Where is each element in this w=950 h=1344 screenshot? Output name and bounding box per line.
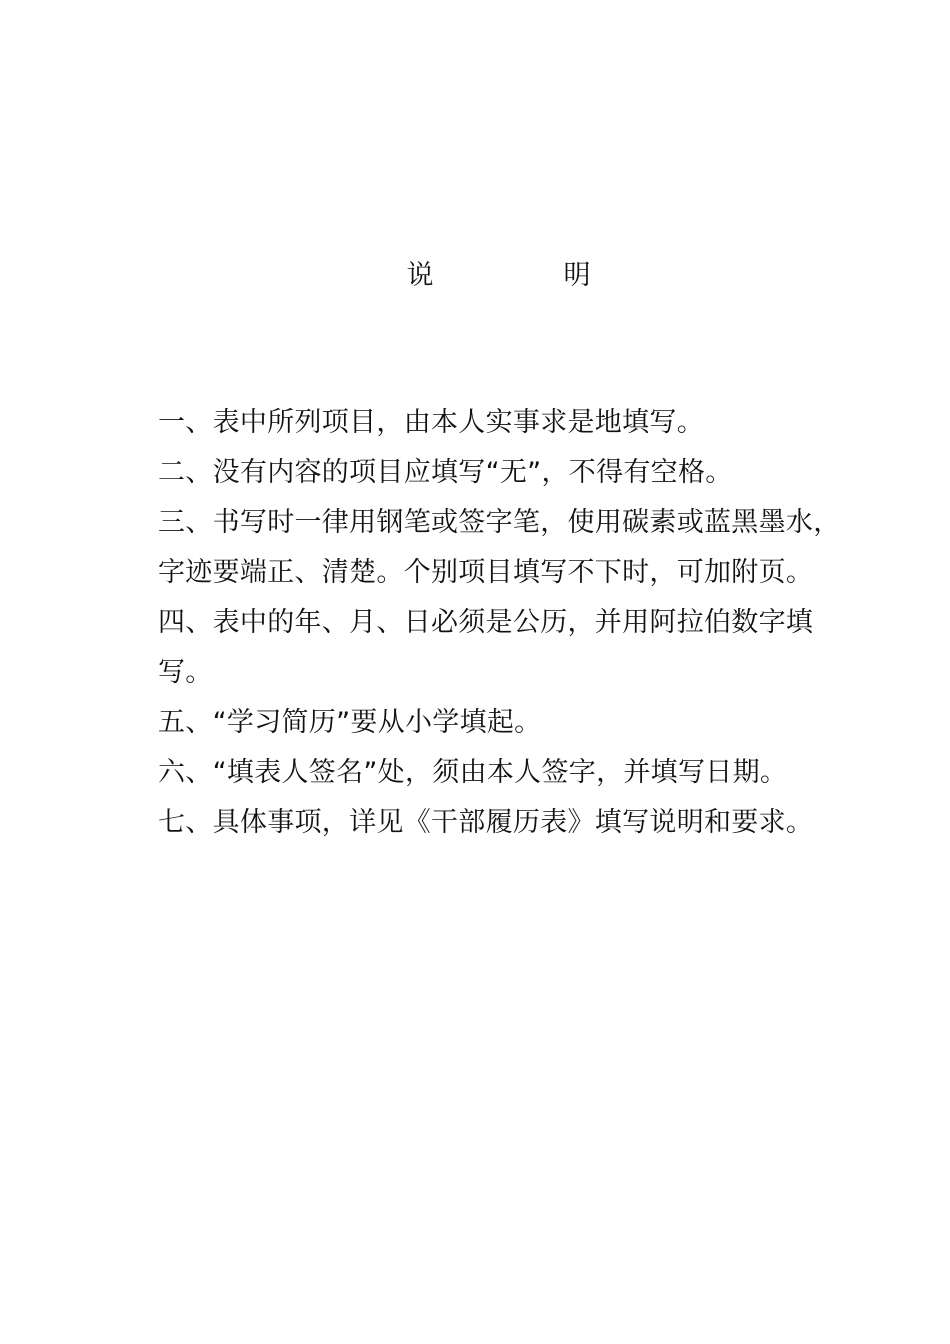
instruction-line-6: 六、“填表人签名”处，须由本人签字，并填写日期。	[158, 757, 788, 788]
instructions-body	[158, 398, 858, 848]
instruction-line-1: 一、表中所列项目，由本人实事求是地填写。	[158, 407, 704, 438]
page-title	[0, 254, 950, 298]
instruction-line-7: 七、具体事项，详见《干部履历表》填写说明和要求。	[158, 807, 814, 838]
instruction-line-5: 五、“学习简历”要从小学填起。	[158, 707, 542, 738]
instruction-line-3: 三、书写时一律用钢笔或签字笔，使用碳素或蓝黑墨水，	[158, 507, 841, 538]
instruction-line-3-cont: 字迹要端正、清楚。个别项目填写不下时，可加附页。	[158, 557, 814, 588]
title-char-2: 明	[563, 260, 591, 291]
instruction-line-4: 四、表中的年、月、日必须是公历，并用阿拉伯数字填	[158, 607, 814, 638]
instruction-line-4-cont: 写。	[158, 657, 213, 688]
title-char-1: 说	[406, 260, 434, 291]
instruction-line-2: 二、没有内容的项目应填写“无”，不得有空格。	[158, 457, 733, 488]
